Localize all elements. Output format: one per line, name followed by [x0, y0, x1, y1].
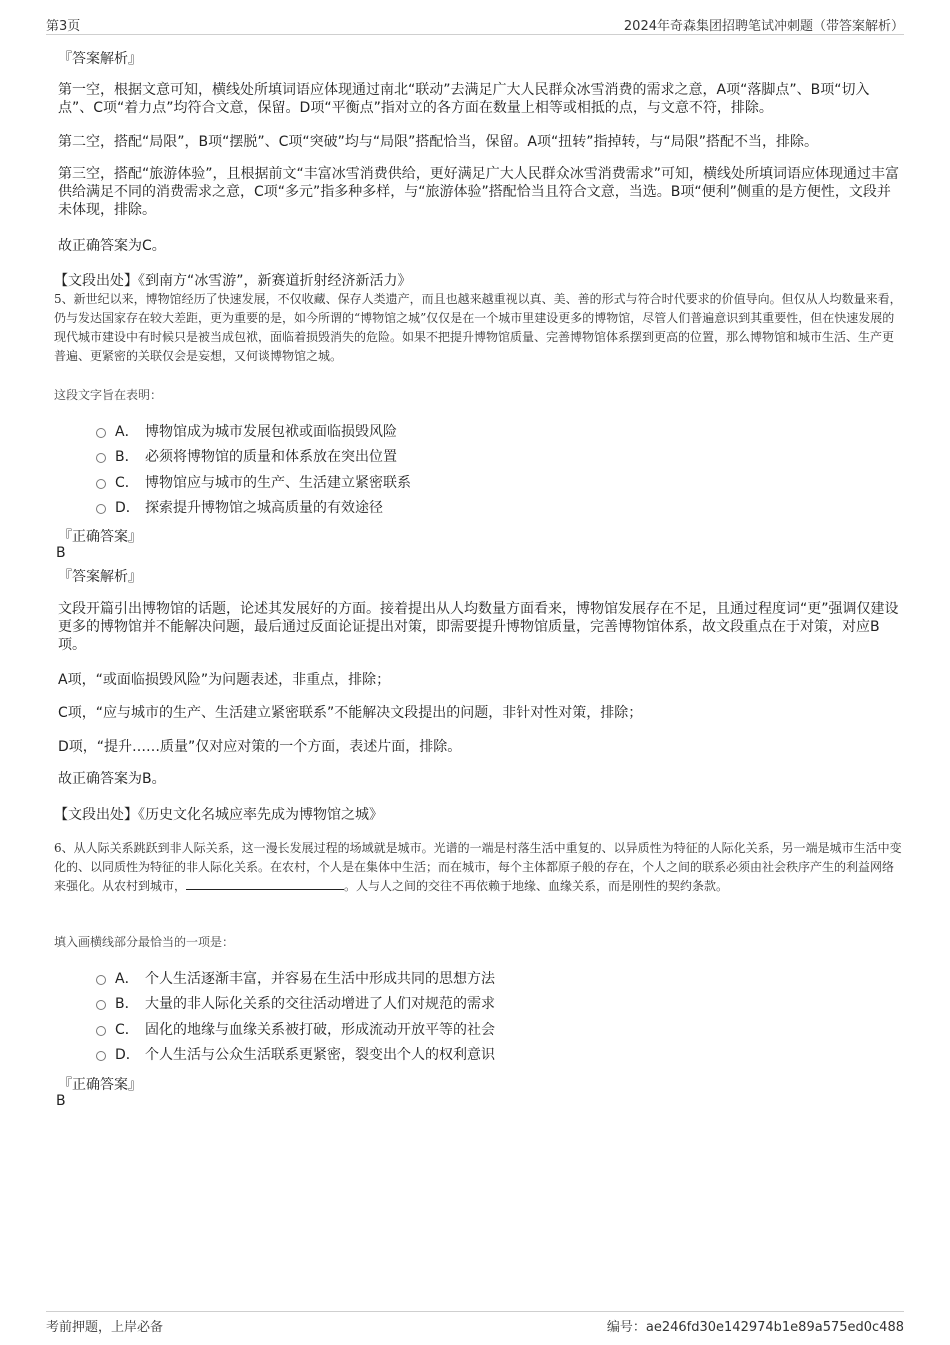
q5-analysis-para-2: A项，“或面临损毁风险”为问题表述，非重点，排除； — [58, 672, 391, 688]
q6-answer: B — [56, 1093, 66, 1109]
q4-analysis-para-1: 第一空，根据文意可知，横线处所填词语应体现通过南北“联动”去满足广大人民群众冰雪消费的需求之意，A项“落脚点”、B项“切入点”、C项“着力点”均符合文意，保留。D项“平衡点”指对立的各方面在数量上相等或相抵的点，与文意不符，排除。 — [58, 82, 870, 116]
q5-analysis-para-1: 文段开篇引出博物馆的话题，论述其发展好的方面。接着提出从人均数量方面看来，博物馆发展存在不足，且通过程度词“更”强调仅建设更多的博物馆并不能解决问题，最后通过反面论证提出对策，即需要提升博物馆质量，完善博物馆体系，故文段重点在于对策，对应B项。 — [58, 601, 899, 653]
option-text: 个人生活与公众生活联系更紧密，裂变出个人的权利意识 — [145, 1047, 495, 1064]
q5-option-b[interactable] — [96, 444, 411, 470]
option-letter: A． — [115, 423, 139, 440]
q4-conclusion: 故正确答案为C。 — [58, 238, 166, 254]
option-text: 个人生活逐渐丰富，并容易在生活中形成共同的思想方法 — [145, 970, 495, 987]
option-letter: D． — [115, 1047, 140, 1064]
option-letter: A． — [115, 970, 139, 987]
q5-answer: B — [56, 545, 66, 561]
option-letter: C． — [115, 474, 139, 491]
q6-prompt: 填入画横线部分最恰当的一项是： — [54, 935, 235, 949]
fill-blank — [186, 877, 344, 890]
radio-icon[interactable] — [96, 1051, 106, 1061]
q5-analysis-para-4: D项，“提升……质量”仅对应对策的一个方面，表述片面，排除。 — [58, 739, 462, 755]
page-footer — [46, 1311, 904, 1336]
radio-icon[interactable] — [96, 1000, 106, 1010]
q5-options — [96, 418, 411, 520]
q5-option-a[interactable] — [96, 418, 411, 444]
option-text: 必须将博物馆的质量和体系放在突出位置 — [145, 449, 397, 466]
q6-passage — [54, 839, 904, 896]
q6-option-d[interactable] — [96, 1042, 495, 1068]
option-text: 博物馆应与城市的生产、生活建立紧密联系 — [145, 474, 411, 491]
document-title: 2024年奇森集团招聘笔试冲刺题（带答案解析） — [623, 19, 904, 34]
q6-passage-before: 6、从人际关系跳跃到非人际关系，这一漫长发展过程的场域就是城市。光谱的一端是村落生活中重复的、以异质性为特征的人际化关系，另一端是城市生活中变化的、以同质性为特征的非人际化关系。在农村，个人是在集体中生活；而在城市，每个主体都原子般的存在，个人之间的联系必须由社会秩序产生的利益网络来强化。从农村到城市， — [54, 841, 902, 893]
q5-option-c[interactable] — [96, 469, 411, 495]
code-value: ae246fd30e142974b1e89a575ed0c488 — [645, 1320, 904, 1335]
q6-options — [96, 965, 495, 1067]
option-text: 固化的地缘与血缘关系被打破，形成流动开放平等的社会 — [145, 1021, 495, 1038]
radio-icon[interactable] — [96, 1026, 106, 1036]
q4-analysis-para-2: 第二空，搭配“局限”，B项“摆脱”、C项“突破”均与“局限”搭配恰当，保留。A项“扭转”指掉转，与“局限”搭配不当，排除。 — [58, 134, 818, 150]
q6-answer-label: 『正确答案』 — [58, 1077, 142, 1093]
q6-option-a[interactable] — [96, 965, 495, 991]
q5-option-d[interactable] — [96, 495, 411, 521]
page-number: 第3页 — [46, 19, 81, 34]
q5-passage: 5、新世纪以来，博物馆经历了快速发展，不仅收藏、保存人类遗产，而且也越来越重视以真、美、善的形式与符合时代要求的价值导向。但仅从人均数量来看，仍与发达国家存在较大差距，更为重要的是，如今所谓的“博物馆之城”仅仅是在一个城市里建设更多的博物馆，尽管人们普遍意识到其重要性，但在快速发展的现代城市建设中有时候只是被当成包袱，面临着损毁消失的危险。如果不把提升博物馆质量、完善博物馆体系摆到更高的位置，那么博物馆和城市生活、生产更普遍、更紧密的关联仅会是妄想，又何谈博物馆之城。 — [54, 292, 902, 363]
q5-prompt: 这段文字旨在表明： — [54, 388, 163, 402]
q6-option-c[interactable] — [96, 1016, 495, 1042]
q4-analysis-label: 『答案解析』 — [58, 51, 142, 67]
q5-source: 【文段出处】《历史文化名城应率先成为博物馆之城》 — [54, 807, 383, 823]
document-code — [607, 1316, 904, 1335]
radio-icon[interactable] — [96, 504, 106, 514]
radio-icon[interactable] — [96, 975, 106, 985]
option-text: 探索提升博物馆之城高质量的有效途径 — [145, 500, 383, 517]
q4-analysis-para-3: 第三空，搭配“旅游体验”，且根据前文“丰富冰雪消费供给，更好满足广大人民群众冰雪消费需求”可知，横线处所填词语应体现通过丰富供给满足不同的消费需求之意，C项“多元”指多种多样，与“旅游体验”搭配恰当且符合文意，当选。B项“便利”侧重的是方便性，文段并未体现，排除。 — [58, 166, 900, 218]
q6-option-b[interactable] — [96, 991, 495, 1017]
option-text: 博物馆成为城市发展包袱或面临损毁风险 — [145, 423, 397, 440]
option-letter: B． — [115, 996, 139, 1013]
option-letter: D． — [115, 500, 140, 517]
q5-answer-label: 『正确答案』 — [58, 529, 142, 545]
radio-icon[interactable] — [96, 479, 106, 489]
option-letter: B． — [115, 449, 139, 466]
radio-icon[interactable] — [96, 428, 106, 438]
option-text: 大量的非人际化关系的交往活动增进了人们对规范的需求 — [145, 996, 495, 1013]
q5-analysis-label: 『答案解析』 — [58, 569, 142, 585]
page-header — [46, 12, 904, 35]
radio-icon[interactable] — [96, 453, 106, 463]
code-label: 编号： — [606, 1320, 646, 1335]
footer-slogan: 考前押题，上岸必备 — [46, 1320, 164, 1335]
q5-analysis-para-3: C项，“应与城市的生产、生活建立紧密联系”不能解决文段提出的问题，非针对性对策，排除； — [58, 705, 643, 721]
q4-source: 【文段出处】《到南方“冰雪游”，新赛道折射经济新活力》 — [54, 273, 412, 289]
option-letter: C． — [115, 1021, 139, 1038]
q5-conclusion: 故正确答案为B。 — [58, 771, 166, 787]
q6-passage-after: 。人与人之间的交往不再依赖于地缘、血缘关系，而是刚性的契约条款。 — [344, 879, 729, 893]
